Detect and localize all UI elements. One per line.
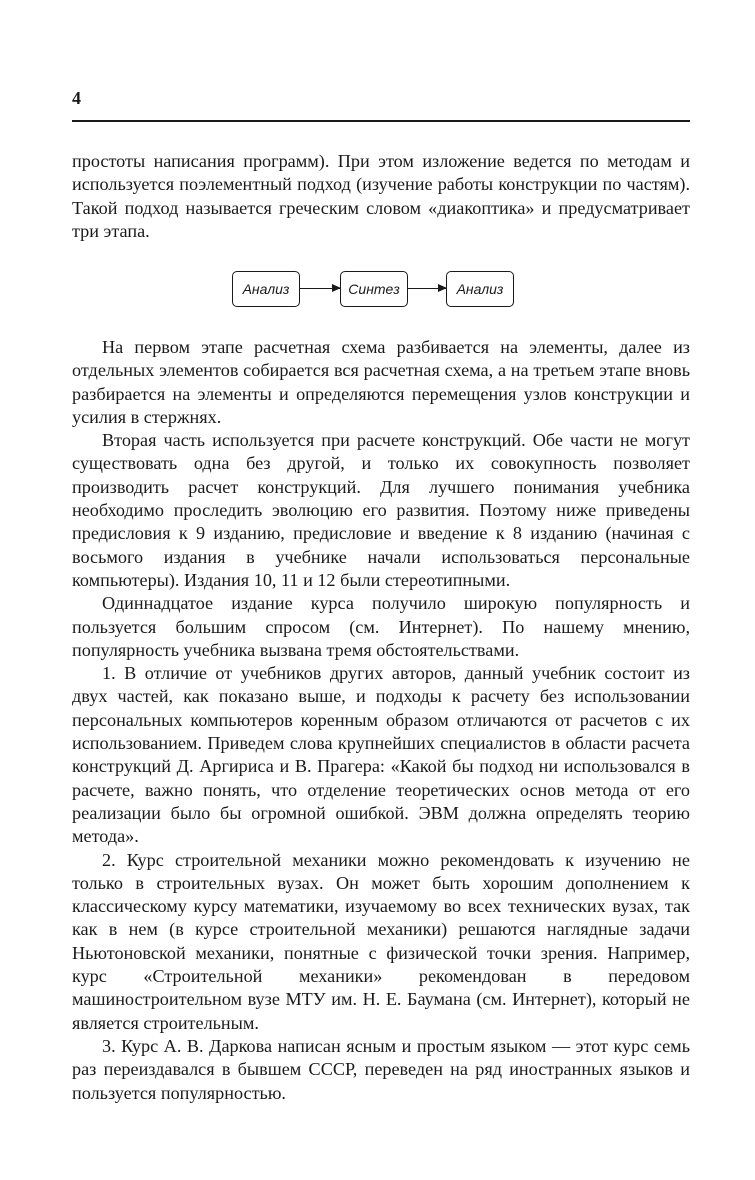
arrow-right-icon	[300, 288, 340, 289]
flow-step-synthesis: Синтез	[340, 271, 408, 307]
header-rule	[72, 120, 690, 122]
body-paragraph: Вторая часть используется при расчете конструкций. Обе части не могут существовать одна без другой, и только их совокупность позволяет производить расчет конструкций. Для лучшего понимания учебника необходимо проследить эволюцию его развития. Поэтому ниже приведены предисловия к 9 изданию, предисловие и введение к 8 изданию (начиная с восьмого издания в учебнике начали использоваться персональные компьютеры). Издания 10, 11 и 12 были стереотипными.	[72, 430, 690, 590]
intro-text-block	[72, 150, 690, 243]
body-paragraph: 2. Курс строительной механики можно рекомендовать к изучению не только в строительных вузах. Он может быть хорошим дополнением к классическому курсу математики, изучаемому во всех технических вузах, так как в нем (в курсе строительной механики) решаются наглядные задачи Ньютоновской механики, понятные с физической точки зрения. Например, курс «Строительной механики» рекомендован в передовом машиностроительном вузе МТУ им. Н. Е. Баумана (см. Интернет), который не является строительным.	[72, 849, 690, 1033]
flow-step-analysis-1: Анализ	[232, 271, 300, 307]
body-paragraph: 1. В отличие от учебников других авторов, данный учебник состоит из двух частей, как показано выше, и подходы к расчету без использовании персональных компьютеров коренным образом отличаются от расчетов с их использованием. Приведем слова крупнейших специалистов в области расчета конструкций Д. Аргириса и В. Прагера: «Какой бы подход ни использовался в расчете, важно понять, что отделение теоретических основ метода от его реализации было бы огромной ошибкой. ЭВМ должна определять теорию метода».	[72, 663, 690, 847]
page-number: 4	[72, 88, 81, 108]
intro-paragraph: простоты написания программ). При этом изложение ведется по методам и используется поэлементный подход (изучение работы конструкции по частям). Такой подход называется греческим словом «диакоптика» и предусматривает три этапа.	[72, 151, 690, 241]
body-paragraph: 3. Курс А. В. Даркова написан ясным и простым языком — этот курс семь раз переиздавался в бывшем СССР, переведен на ряд иностранных языков и пользуется популярностью.	[72, 1035, 690, 1103]
flow-diagram	[232, 271, 522, 311]
main-text-block	[72, 336, 690, 1105]
body-paragraph: Одиннадцатое издание курса получило широкую популярность и пользуется большим спросом (см. Интернет). По нашему мнению, популярность учебника вызвана тремя обстоятельствами.	[72, 593, 690, 660]
arrow-right-icon	[408, 288, 446, 289]
flow-step-analysis-2: Анализ	[446, 271, 514, 307]
body-paragraph: На первом этапе расчетная схема разбивается на элементы, далее из отдельных элементов собирается вся расчетная схема, а на третьем этапе вновь разбирается на элементы и определяются перемещения узлов конструкции и усилия в стержнях.	[72, 337, 690, 427]
